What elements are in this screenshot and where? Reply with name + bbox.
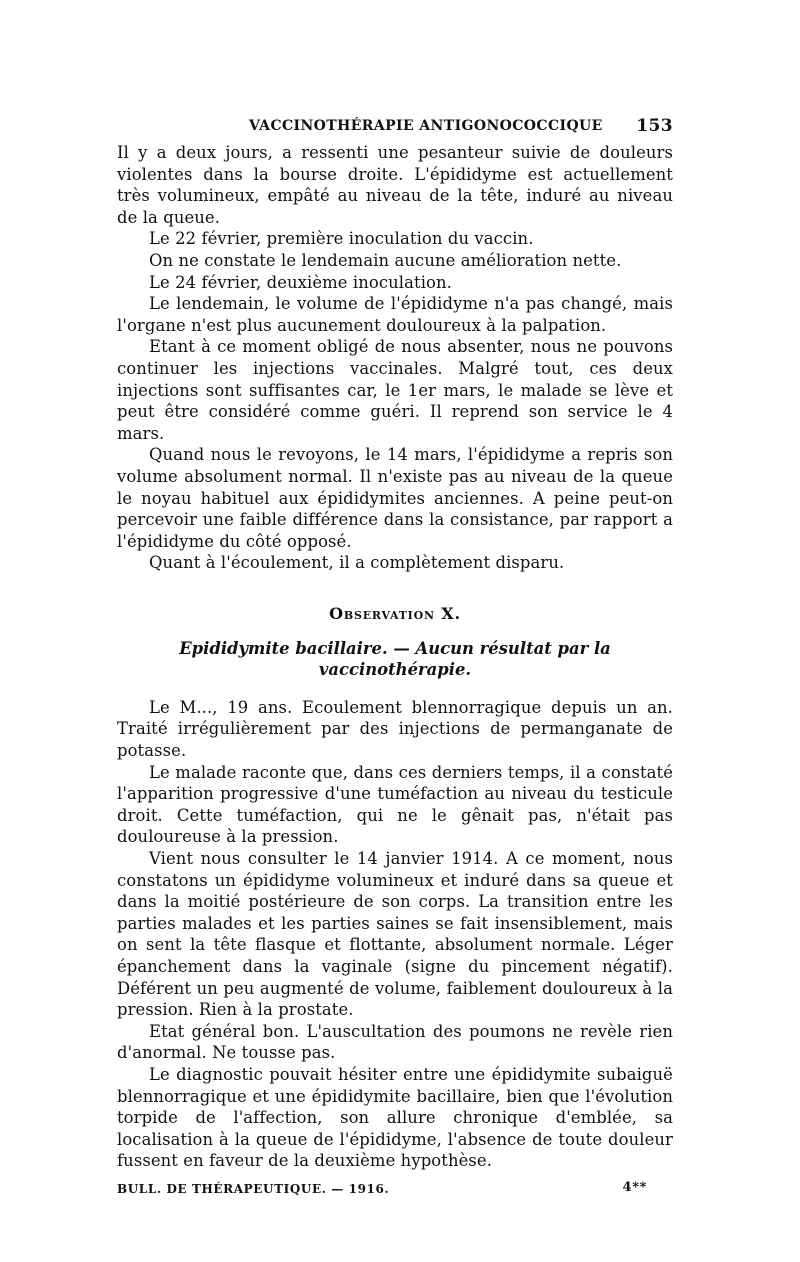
paragraph: Le 22 février, première inoculation du vaccin. (149, 229, 534, 249)
paragraph: Le M..., 19 ans. Ecoulement blennorragique depuis un an. Traité irrégulièrement par des injections de permanganate de potasse. (117, 697, 673, 761)
observation-subtitle: Epididymite bacillaire. — Aucun résultat par la vaccinothérapie. (179, 638, 611, 679)
paragraph: Etat général bon. L'auscultation des poumons ne revèle rien d'anormal. Ne tousse pas. (117, 1021, 673, 1063)
previous-observation-continuation (117, 142, 673, 574)
footer-journal: BULL. DE THÉRAPEUTIQUE. — 1916. (117, 1181, 390, 1196)
running-title: VACCINOTHÉRAPIE ANTIGONOCOCCIQUE (249, 118, 603, 134)
page-number: 153 (636, 116, 673, 136)
paragraph: Le diagnostic pouvait hésiter entre une épididymite subaiguë blennorragique et une épididymite bacillaire, bien que l'évolution torpide de l'affection, son allure chronique d'emblée, sa localisation à la queue de l'épididyme, l'absence de toute douleur fussent en faveur de la deuxième hypothèse. (117, 1064, 673, 1171)
observation-title: Observation X. (329, 603, 461, 623)
observation-body (117, 697, 673, 1172)
book-page (117, 112, 673, 1200)
signature-mark: 4** (622, 1179, 647, 1195)
paragraph: Le malade raconte que, dans ces derniers temps, il a constaté l'apparition progressive d'une tuméfaction au niveau du testicule droit. Cette tuméfaction, qui ne le gênait pas, n'était pas douloureuse à la pression. (117, 762, 673, 847)
page-footer (117, 1178, 673, 1200)
paragraph: Quant à l'écoulement, il a complètement disparu. (149, 553, 565, 573)
paragraph: Il y a deux jours, a ressenti une pesanteur suivie de douleurs violentes dans la bourse droite. L'épididyme est actuellement très volumineux, empâté au niveau de la tête, induré au niveau de la queue. (117, 143, 673, 227)
paragraph: Vient nous consulter le 14 janvier 1914. A ce moment, nous constatons un épididyme volumineux et induré dans sa queue et dans la moitié postérieure de son corps. La transition entre les parties malades et les parties saines se fait insensiblement, mais on sent la tête flasque et flottante, absolument normale. Léger épanchement dans la vaginale (signe du pincement négatif). Déférent un peu augmenté de volume, faiblement douloureux à la pression. Rien à la prostate. (117, 849, 673, 1020)
paragraph: On ne constate le lendemain aucune amélioration nette. (149, 250, 622, 270)
paragraph: Etant à ce moment obligé de nous absenter, nous ne pouvons continuer les injections vaccinales. Malgré tout, ces deux injections sont suffisantes car, le 1er mars, le malade se lève et peut être considéré comme guéri. Il reprend son service le 4 mars. (117, 337, 673, 443)
paragraph: Le lendemain, le volume de l'épididyme n'a pas changé, mais l'organe n'est plus aucunement douloureux à la palpation. (117, 294, 673, 335)
paragraph: Quand nous le revoyons, le 14 mars, l'épididyme a repris son volume absolument normal. Il n'existe pas au niveau de la queue le noyau habituel aux épididymites anciennes. A peine peut-on percevoir une faible différence dans la consistance, par rapport a l'épididyme du côté opposé. (117, 445, 673, 551)
paragraph: Le 24 février, deuxième inoculation. (149, 272, 452, 292)
running-head (117, 112, 673, 142)
